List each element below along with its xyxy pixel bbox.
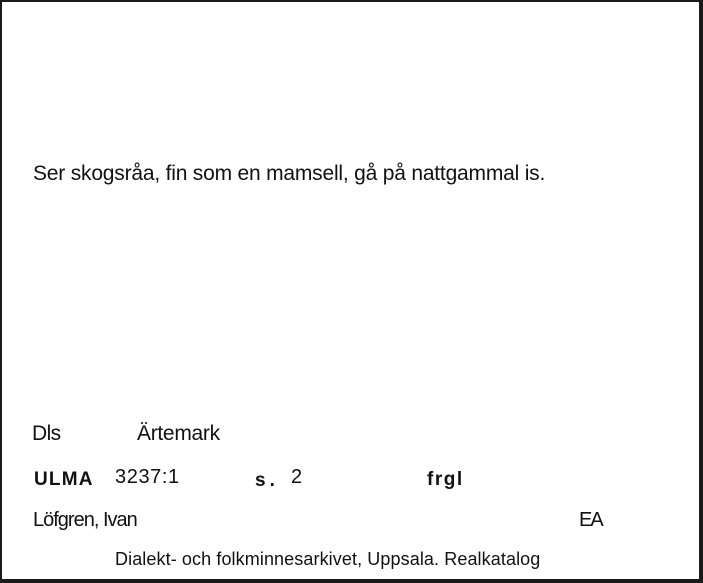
page-number: 2 bbox=[291, 466, 303, 488]
recorder-name: Löfgren, Ivan bbox=[33, 509, 137, 531]
page-label: s. bbox=[255, 470, 279, 491]
accession-number: 3237:1 bbox=[115, 466, 180, 488]
record-text: Ser skogsråa, fin som en mamsell, gå på nattgammal is. bbox=[33, 162, 546, 185]
parish-label: Ärtemark bbox=[137, 422, 220, 445]
archive-code: ULMA bbox=[34, 469, 94, 490]
archive-footer: Dialekt- och folkminnesarkivet, Uppsala. Realkatalog bbox=[115, 549, 541, 569]
category-label: frgl bbox=[427, 469, 464, 490]
collection-code: EA bbox=[579, 509, 602, 531]
region-label: Dls bbox=[32, 422, 61, 445]
